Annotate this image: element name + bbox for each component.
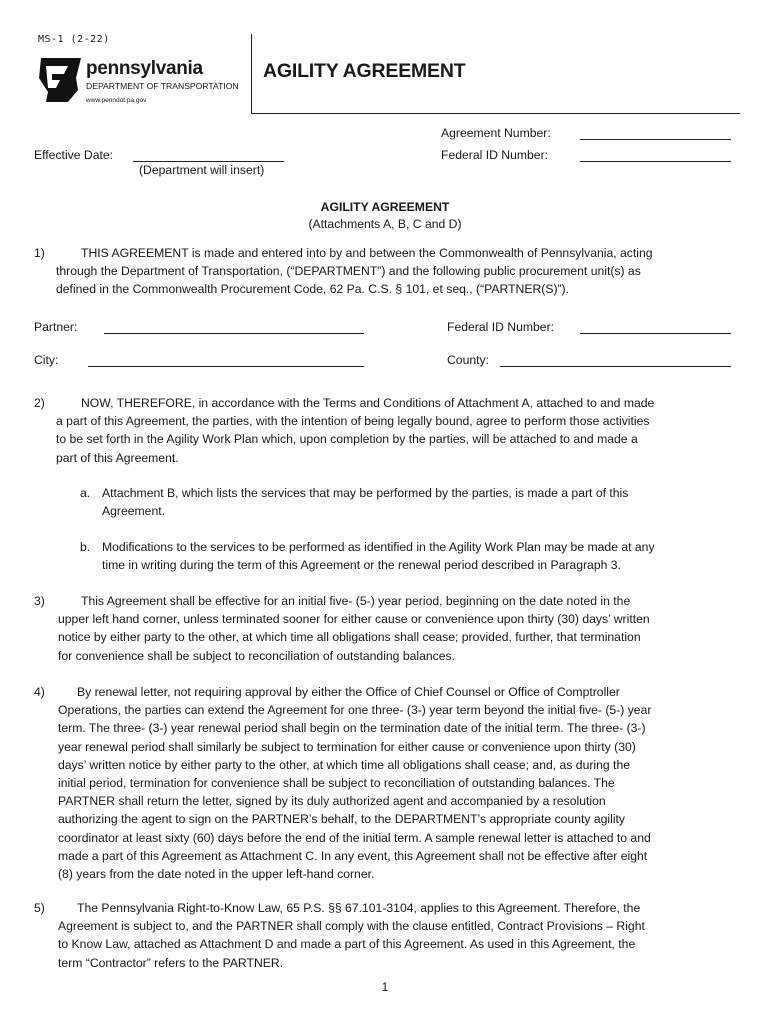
partner-federal-id-field[interactable] bbox=[580, 320, 731, 334]
section-4-line: days’ written notice by either party to the other, at which time all obligations shall cease; and, as during the bbox=[58, 757, 631, 772]
section-4-line: (8) years from the date noted in the upper left-hand corner. bbox=[58, 867, 375, 882]
section-2-line: part of this Agreement. bbox=[56, 450, 179, 465]
header-divider-vertical bbox=[251, 34, 252, 114]
section-4-line: By renewal letter, not requiring approval by either the Office of Chief Counsel or Office of Comptroller bbox=[77, 685, 620, 699]
logo-url: www.penndot.pa.gov bbox=[86, 97, 147, 104]
section-number: 4) bbox=[34, 685, 45, 699]
effective-date-field[interactable] bbox=[133, 148, 284, 162]
section-number: 5) bbox=[34, 901, 45, 915]
section-3-line: for convenience shall be subject to reconciliation of outstanding balances. bbox=[58, 648, 456, 663]
section-2-item-b bbox=[80, 538, 744, 574]
section-1-line: THIS AGREEMENT is made and entered into by and between the Commonwealth of Pennsylvania, acting bbox=[81, 246, 653, 260]
section-3-line: notice by either party to the other, at which time all obligations shall cease; provided, further, that termination bbox=[58, 630, 641, 645]
department-note: (Department will insert) bbox=[139, 163, 265, 177]
item-b-line: Modifications to the services to be performed as identified in the Agility Work Plan may be made at any bbox=[102, 540, 655, 554]
section-5 bbox=[34, 899, 744, 972]
agreement-subheading: (Attachments A, B, C and D) bbox=[308, 217, 462, 231]
penndot-logo bbox=[38, 56, 248, 112]
section-number: 3) bbox=[34, 594, 45, 608]
section-3 bbox=[34, 592, 744, 665]
section-4-line: authorizing the agent to sign on the PARTNER’s behalf, to the DEPARTMENT’s appropriate county agility bbox=[58, 812, 626, 827]
header-divider-horizontal bbox=[251, 113, 740, 114]
section-number: 1) bbox=[34, 246, 45, 260]
section-3-line: This Agreement shall be effective for an initial five- (5-) year period, beginning on the date noted in the bbox=[81, 594, 631, 608]
section-1 bbox=[34, 244, 744, 299]
section-2-line: a part of this Agreement, the parties, with the intention of being legally bound, agree to perform those activities bbox=[56, 414, 650, 429]
section-4 bbox=[34, 683, 744, 883]
section-1-line: defined in the Commonwealth Procurement Code, 62 Pa. C.S. § 101, et seq., (“PARTNER(S)”). bbox=[56, 282, 570, 297]
partner-label: Partner: bbox=[34, 320, 78, 334]
section-5-line: to Know Law, attached as Attachment D and made a part of this Agreement. As used in this Agreement, the bbox=[58, 937, 636, 952]
partner-federal-id-label: Federal ID Number: bbox=[447, 320, 555, 334]
item-marker: b. bbox=[80, 540, 91, 554]
section-5-line: term “Contractor” refers to the PARTNER. bbox=[58, 955, 284, 970]
effective-date-label: Effective Date: bbox=[34, 148, 114, 162]
section-4-line: PARTNER shall return the letter, signed by its duly authorized agent and accompanied by a resolution bbox=[58, 794, 606, 809]
item-marker: a. bbox=[80, 486, 91, 500]
partner-field[interactable] bbox=[104, 320, 364, 334]
city-label: City: bbox=[34, 353, 59, 367]
section-4-line: made a part of this Agreement as Attachment C. In any event, this Agreement shall not be effective after eight bbox=[58, 848, 648, 863]
section-5-line: The Pennsylvania Right-to-Know Law, 65 P.S. §§ 67.101-3104, applies to this Agreement. Therefore, the bbox=[77, 901, 641, 915]
item-b-line: time in writing during the term of this Agreement or the renewal period described in Paragraph 3. bbox=[102, 558, 621, 573]
agreement-number-label: Agreement Number: bbox=[441, 126, 551, 140]
section-4-line: term. The three- (3-) year renewal period shall begin on the termination date of the initial term. The three- (3-) bbox=[58, 721, 646, 736]
city-field[interactable] bbox=[88, 353, 364, 367]
section-3-line: upper left hand corner, unless terminated sooner for either cause or convenience upon thirty (30) days’ written bbox=[58, 612, 650, 627]
section-2-line: NOW, THEREFORE, in accordance with the Terms and Conditions of Attachment A, attached to and made bbox=[81, 396, 655, 410]
agreement-heading: AGILITY AGREEMENT bbox=[320, 200, 450, 214]
form-code: MS-1 (2-22) bbox=[38, 34, 110, 45]
county-label: County: bbox=[447, 353, 490, 367]
federal-id-label: Federal ID Number: bbox=[441, 148, 549, 162]
section-2-item-a bbox=[80, 484, 744, 520]
page-title: AGILITY AGREEMENT bbox=[263, 60, 466, 82]
federal-id-field[interactable] bbox=[580, 148, 731, 162]
keystone-icon bbox=[38, 56, 84, 104]
section-2-line: to be set forth in the Agility Work Plan which, upon completion by the parties, will be attached to and made a bbox=[56, 432, 638, 447]
section-2 bbox=[34, 394, 744, 467]
section-4-line: initial period, termination for convenience shall be subject to reconciliation of outstanding balances. The bbox=[58, 776, 615, 791]
section-4-line: year renewal period shall similarly be subject to termination for either cause or convenience upon thirty (30) bbox=[58, 739, 636, 754]
logo-department: DEPARTMENT OF TRANSPORTATION bbox=[86, 81, 239, 91]
section-5-line: Agreement is subject to, and the PARTNER shall comply with the clause entitled, Contract Provisions – Right bbox=[58, 919, 645, 934]
agreement-number-field[interactable] bbox=[580, 126, 731, 140]
county-field[interactable] bbox=[500, 353, 731, 367]
item-a-line: Agreement. bbox=[102, 504, 166, 519]
page-number: 1 bbox=[381, 980, 389, 994]
section-number: 2) bbox=[34, 396, 45, 410]
section-4-line: coordinator at least sixty (60) days before the end of the initial term. A sample renewal letter is attached to and bbox=[58, 830, 651, 845]
section-1-line: through the Department of Transportation, (“DEPARTMENT”) and the following public procurement unit(s) as bbox=[56, 264, 641, 279]
logo-wordmark: pennsylvania bbox=[86, 58, 203, 79]
section-4-line: Operations, the parties can extend the Agreement for one three- (3-) year term beyond the initial five- (5-) year bbox=[58, 703, 652, 718]
item-a-line: Attachment B, which lists the services that may be performed by the parties, is made a part of this bbox=[102, 486, 629, 500]
